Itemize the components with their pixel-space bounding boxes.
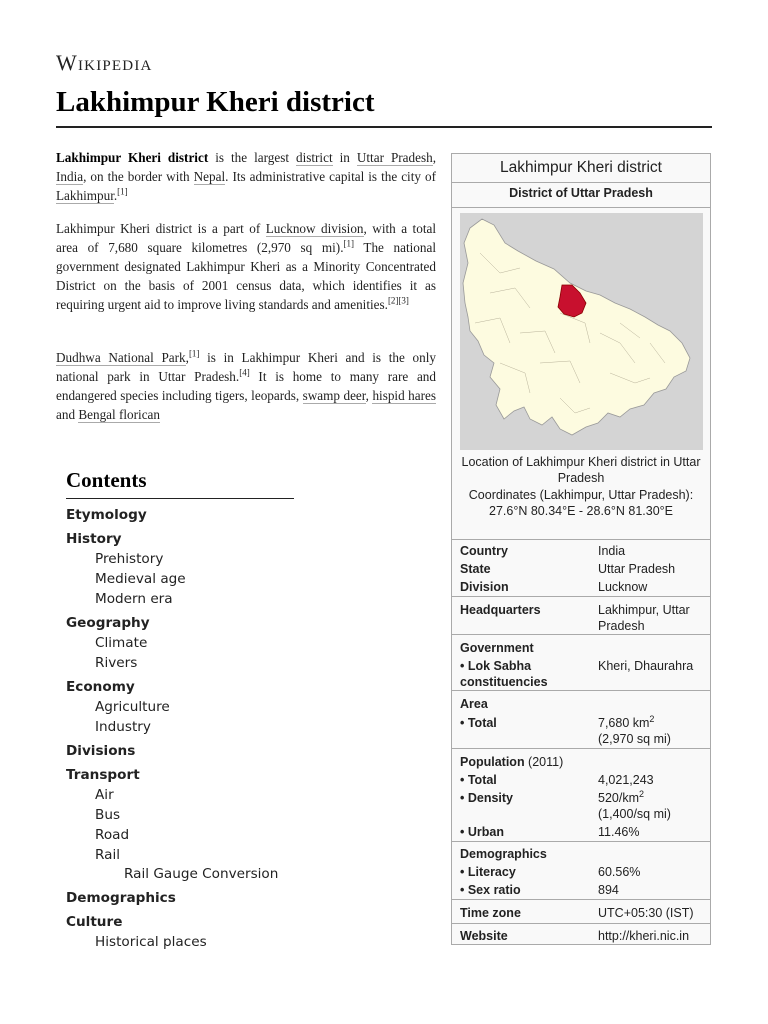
link-lakhimpur[interactable]: Lakhimpur [56, 188, 114, 203]
link-swamp-deer[interactable]: swamp deer [302, 388, 366, 403]
division-label: Division [460, 580, 509, 594]
government-label: Government [460, 641, 534, 655]
literacy-label: • Literacy [460, 865, 516, 879]
toc-item-economy[interactable]: Economy [66, 679, 135, 695]
time-zone-label: Time zone [460, 906, 521, 920]
country-value[interactable]: India [598, 544, 626, 558]
infobox-divider [452, 634, 710, 635]
toc-item-historical-places[interactable]: Historical places [95, 934, 207, 950]
literacy-value: 60.56% [598, 865, 641, 879]
infobox-title: Lakhimpur Kheri district [500, 159, 662, 176]
infobox-divider [452, 690, 710, 691]
toc-item-divisions[interactable]: Divisions [66, 743, 136, 759]
state-label: State [460, 562, 491, 576]
toc-item-history[interactable]: History [66, 531, 122, 547]
toc-item-air[interactable]: Air [95, 787, 114, 803]
citation-1[interactable]: [1] [117, 186, 128, 197]
citation-2[interactable]: [2] [387, 295, 399, 306]
division-value[interactable]: Lucknow [598, 580, 648, 594]
toc-title: Contents [66, 468, 294, 499]
toc-item-transport[interactable]: Transport [66, 767, 140, 783]
intro-paragraph-1: Lakhimpur Kheri district is the largest district in Uttar Pradesh, India, on the border with Nepal. Its administrative capital is the city of Lakhimpur.[1] [56, 150, 436, 203]
wikipedia-wordmark[interactable]: Wikipedia [56, 50, 153, 75]
toc-item-road[interactable]: Road [95, 827, 130, 843]
infobox-divider [452, 539, 710, 540]
intro-paragraph-3: Dudhwa National Park,[1] is in Lakhimpur Kheri and is the only national park in Uttar Pradesh.[4] It is home to many rare and endangered species including tigers, leopards, swamp deer, hispid hares and Bengal florican [56, 348, 436, 422]
headquarters-label: Headquarters [460, 603, 541, 617]
density-value: $520/km^2$ (1,400/sq mi) [598, 788, 671, 821]
website-link[interactable]: http://kheri.nic.in [598, 929, 690, 943]
infobox-divider [452, 923, 710, 924]
toc-item-rail[interactable]: Rail [95, 847, 121, 863]
headquarters-value[interactable]: Lakhimpur, Uttar Pradesh [598, 603, 690, 633]
website-label: Website [460, 929, 508, 943]
infobox-divider [452, 596, 710, 597]
population-total-label: • Total [460, 773, 497, 787]
table-of-contents [66, 468, 294, 952]
citation-1[interactable]: [1] [188, 348, 200, 359]
link-bengal-florican[interactable]: Bengal florican [78, 407, 160, 422]
infobox-divider [452, 207, 710, 208]
toc-item-rivers[interactable]: Rivers [95, 655, 138, 671]
density-label: • Density [460, 791, 514, 805]
toc-item-demographics[interactable]: Demographics [66, 890, 176, 906]
title-divider [56, 126, 712, 128]
state-value[interactable]: Uttar Pradesh [598, 562, 676, 576]
toc-item-culture[interactable]: Culture [66, 914, 123, 930]
toc-item-modern-era[interactable]: Modern era [95, 591, 173, 607]
infobox [451, 153, 711, 945]
toc-item-bus[interactable]: Bus [95, 807, 121, 823]
toc-item-prehistory[interactable]: Prehistory [95, 551, 164, 567]
map-caption: Location of Lakhimpur Kheri district in Uttar Pradesh [461, 455, 701, 485]
link-lucknow-division[interactable]: Lucknow division [265, 221, 364, 236]
infobox-divider [452, 748, 710, 749]
toc-item-rail-gauge-conversion[interactable]: Rail Gauge Conversion [124, 866, 279, 882]
population-label: Population (2011) [460, 755, 564, 769]
citation-1[interactable]: [1] [343, 238, 354, 249]
population-total-value: 4,021,243 [598, 773, 654, 787]
location-map[interactable] [460, 213, 703, 450]
link-hispid-hares[interactable]: hispid hares [372, 388, 436, 403]
link-nepal[interactable]: Nepal [193, 169, 226, 184]
citation-3[interactable]: [3] [398, 295, 409, 306]
toc-item-industry[interactable]: Industry [95, 719, 151, 735]
toc-item-climate[interactable]: Climate [95, 635, 148, 651]
citation-4[interactable]: [4] [239, 367, 250, 378]
urban-label: • Urban [460, 825, 504, 839]
area-total-label: • Total [460, 716, 497, 730]
link-district[interactable]: district [295, 150, 333, 165]
urban-value: 11.46% [598, 825, 640, 839]
intro-paragraph-2: Lakhimpur Kheri district is a part of Lucknow division, with a total area of 7,680 square kilometres (2,970 sq mi).[1] The national government designated Lakhimpur Kheri as a Minority Concentrated District on the basis of 2001 census data, which identifies it as requiring urgent aid to improve living standards and amenities.[2][3] [56, 221, 437, 312]
area-total-value: 7,680 $km^2$ (2,970 sq mi) [598, 713, 671, 746]
link-dudhwa-national-park[interactable]: Dudhwa National Park [56, 350, 186, 365]
toc-item-agriculture[interactable]: Agriculture [95, 699, 170, 715]
sex-ratio-label: • Sex ratio [460, 883, 521, 897]
link-uttar-pradesh[interactable]: Uttar Pradesh [356, 150, 433, 165]
infobox-divider [452, 182, 710, 183]
toc-item-medieval-age[interactable]: Medieval age [95, 571, 186, 587]
infobox-divider [452, 841, 710, 842]
lok-sabha-value[interactable]: Kheri, Dhaurahra [598, 659, 694, 673]
page-title: Lakhimpur Kheri district [56, 86, 375, 118]
demographics-label: Demographics [460, 847, 547, 861]
coordinates[interactable]: Coordinates (Lakhimpur, Uttar Pradesh): 27.6°N 80.34°E - 28.6°N 81.30°E [468, 488, 694, 518]
infobox-divider [452, 899, 710, 900]
toc-item-etymology[interactable]: Etymology [66, 507, 147, 523]
link-india[interactable]: India [56, 169, 84, 184]
toc-list [66, 506, 294, 952]
infobox-subtitle: District of Uttar Pradesh [509, 186, 653, 200]
sex-ratio-value: 894 [598, 883, 619, 897]
lok-sabha-label: • Lok Sabha constituencies [460, 659, 548, 689]
article-subject: Lakhimpur Kheri district [56, 150, 209, 165]
toc-item-geography[interactable]: Geography [66, 615, 150, 631]
area-label: Area [460, 697, 488, 711]
country-label: Country [460, 544, 508, 558]
time-zone-value[interactable]: UTC+05:30 (IST) [598, 906, 694, 920]
